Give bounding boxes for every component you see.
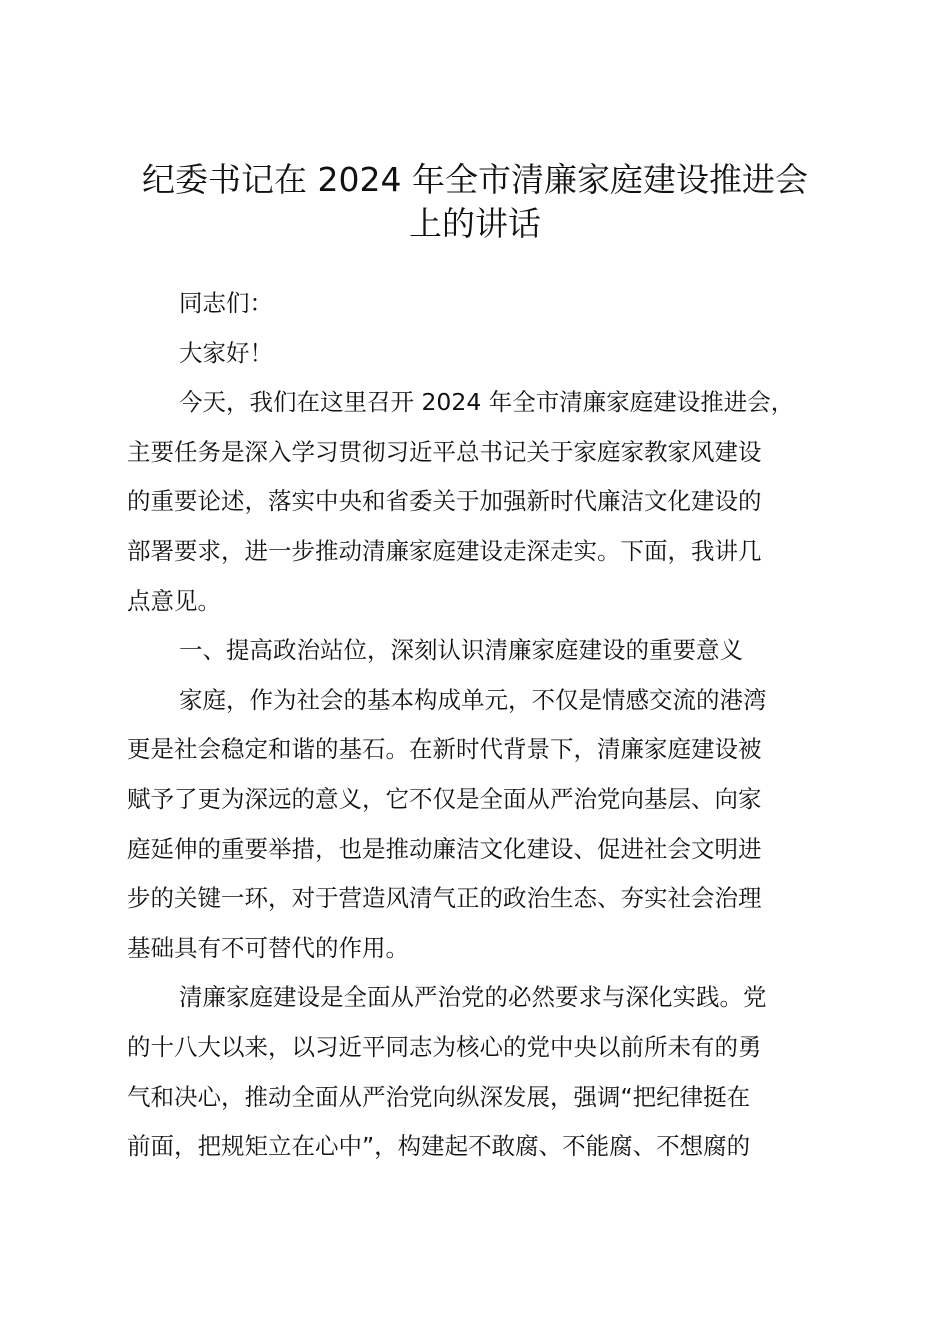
document-body	[127, 279, 832, 1172]
greeting: 大家好！	[179, 338, 273, 367]
title-line-2: 上的讲话	[409, 204, 541, 243]
document-title	[100, 158, 850, 246]
paragraph-line: 基础具有不可替代的作用。	[127, 933, 409, 962]
paragraph-line: 点意见。	[127, 586, 221, 615]
paragraph-line: 的重要论述，落实中央和省委关于加强新时代廉洁文化建设的	[127, 487, 762, 516]
paragraph-line: 赋予了更为深远的意义，它不仅是全面从严治党向基层、向家	[127, 784, 762, 813]
section-heading: 一、提高政治站位，深刻认识清廉家庭建设的重要意义	[179, 636, 743, 665]
paragraph-line: 的十八大以来，以习近平同志为核心的党中央以前所未有的勇	[127, 1032, 762, 1061]
paragraph-line: 更是社会稳定和谐的基石。在新时代背景下，清廉家庭建设被	[127, 735, 762, 764]
paragraph-line: 今天，我们在这里召开 2024 年全市清廉家庭建设推进会，	[179, 388, 795, 417]
title-line-1: 纪委书记在 2024 年全市清廉家庭建设推进会	[142, 160, 808, 199]
paragraph-line: 庭延伸的重要举措，也是推动廉洁文化建设、促进社会文明进	[127, 834, 762, 863]
paragraph-line: 主要任务是深入学习贯彻习近平总书记关于家庭家教家风建设	[127, 437, 762, 466]
paragraph-line: 家庭，作为社会的基本构成单元，不仅是情感交流的港湾	[179, 685, 767, 714]
salutation: 同志们：	[179, 289, 273, 317]
paragraph-line: 步的关键一环，对于营造风清气正的政治生态、夯实社会治理	[127, 884, 762, 913]
paragraph-line: 部署要求，进一步推动清廉家庭建设走深走实。下面，我讲几	[127, 536, 762, 565]
paragraph-line: 气和决心，推动全面从严治党向纵深发展，强调“把纪律挺在	[127, 1082, 751, 1111]
paragraph-line: 清廉家庭建设是全面从严治党的必然要求与深化实践。党	[179, 983, 767, 1012]
paragraph-line: 前面，把规矩立在心中”，构建起不敢腐、不能腐、不想腐的	[127, 1132, 751, 1161]
